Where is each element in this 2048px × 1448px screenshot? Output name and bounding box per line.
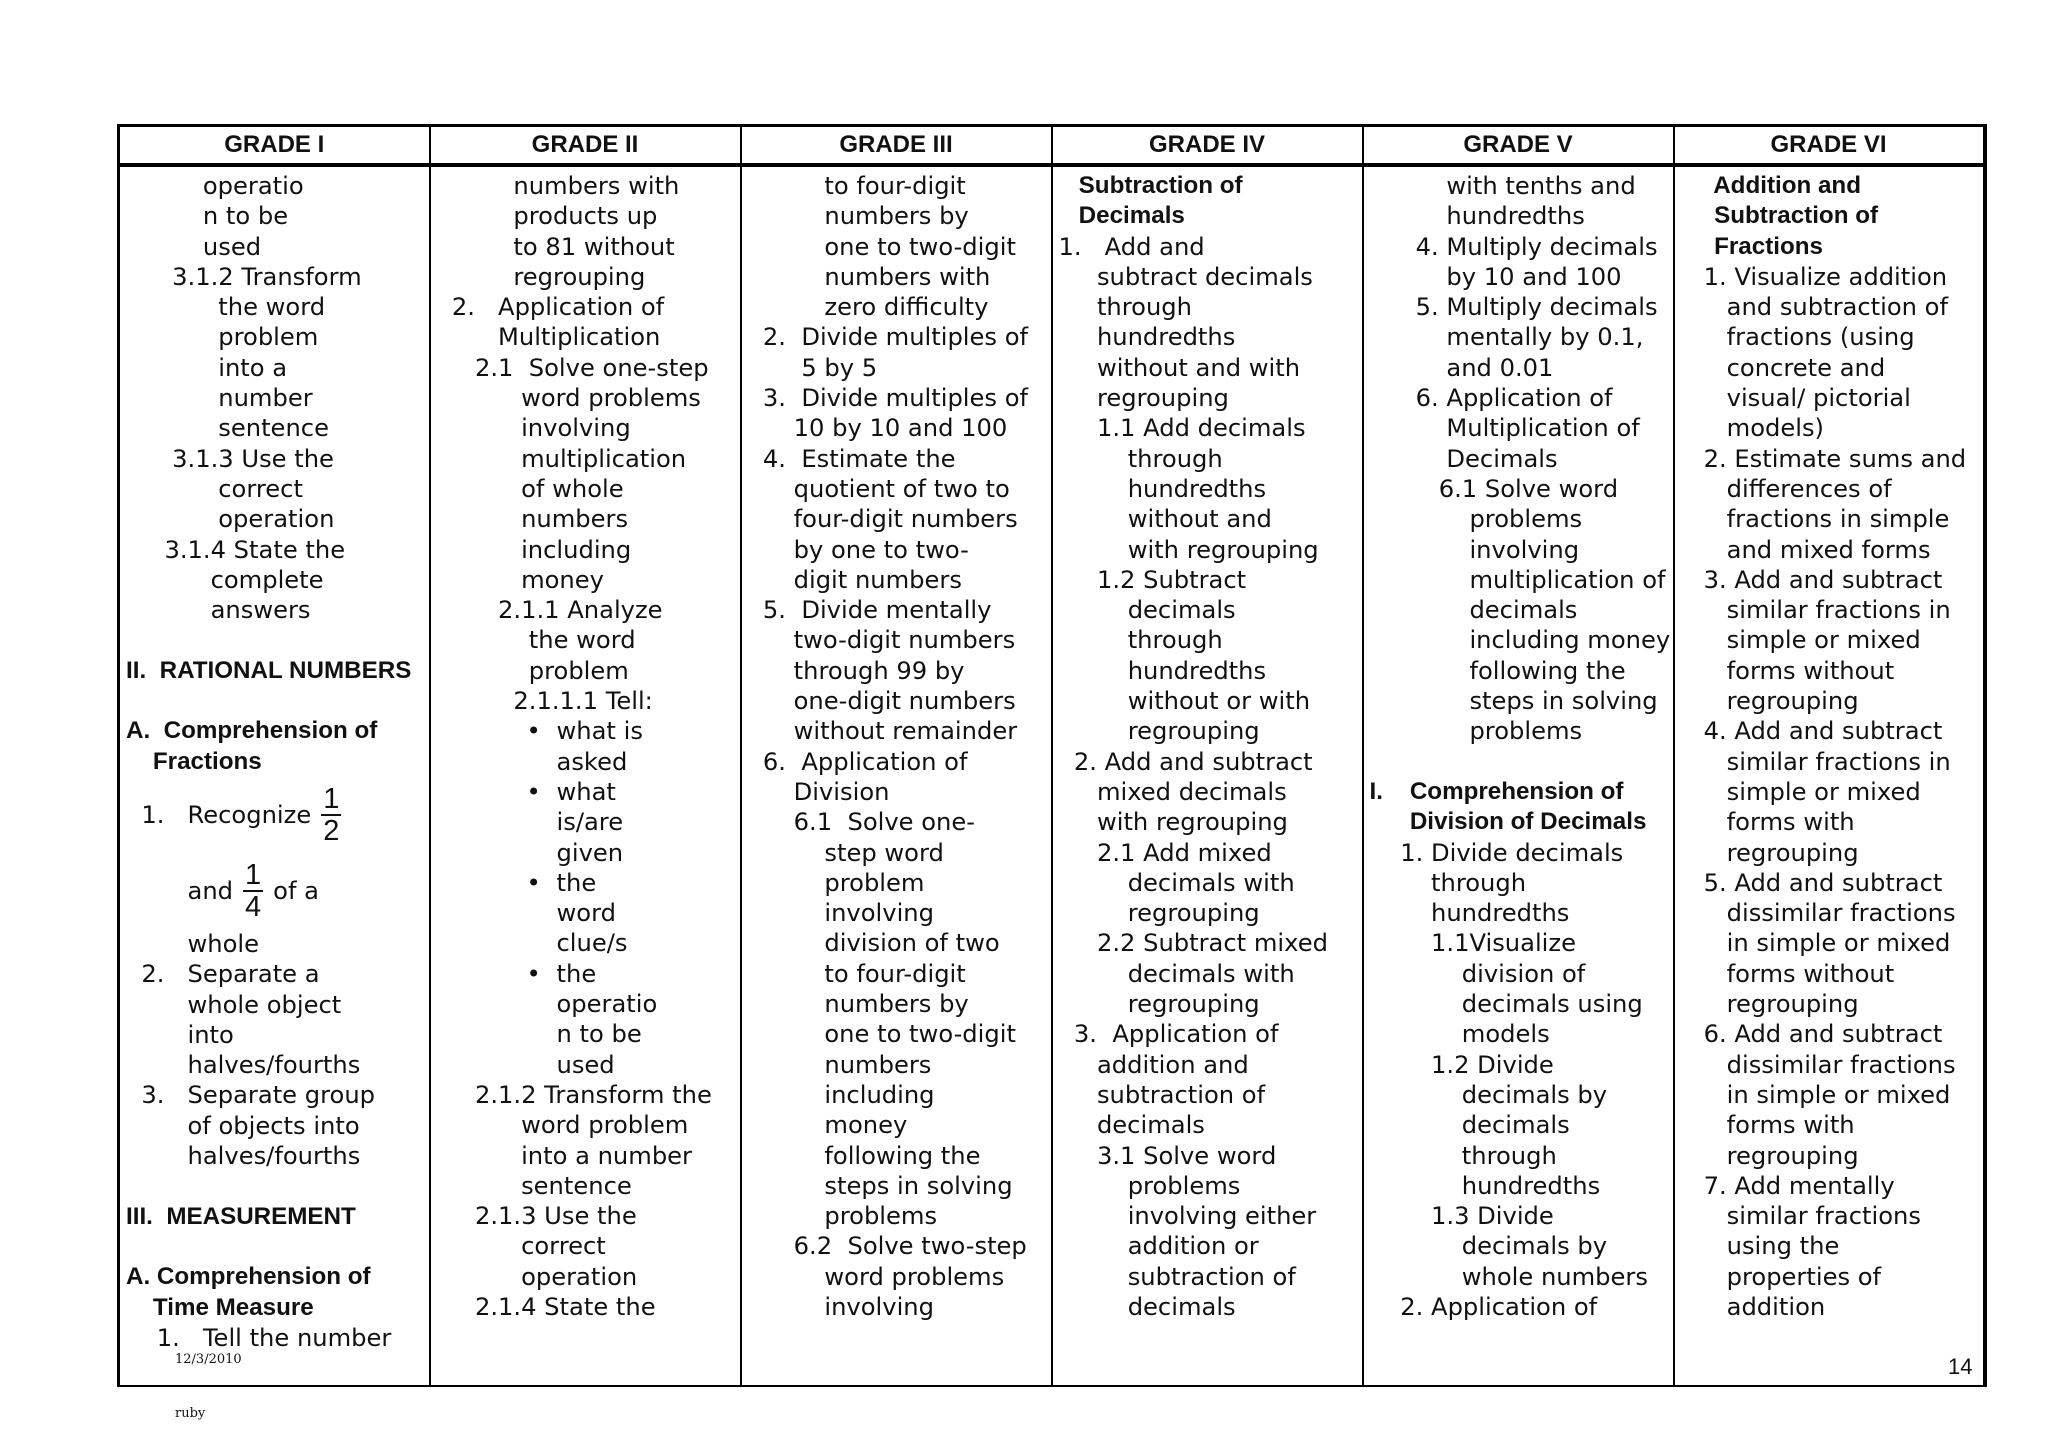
outline-line: numbers: [747, 1050, 932, 1079]
outline-line: money: [747, 1111, 908, 1140]
outline-line: decimals by: [1369, 1080, 1608, 1109]
outline-line: 1.1Visualize: [1369, 929, 1576, 958]
outline-line: correct: [436, 1232, 606, 1261]
outline-line: similar fractions in: [1680, 596, 1951, 625]
outline-line: hundredths: [1058, 474, 1267, 503]
outline-line: 2. Divide multiples of: [747, 323, 1029, 352]
bullet-item: [437, 1019, 734, 1049]
outline-line: the word: [436, 626, 636, 655]
bullet-item: [437, 807, 734, 837]
outline-line: involving: [436, 414, 631, 443]
outline-line: 3. Separate group: [126, 1081, 375, 1110]
outline-line: 1.1 Add decimals: [1058, 414, 1306, 443]
outline-line: 2. Application of: [1369, 1292, 1598, 1321]
bullet-text: the: [556, 959, 597, 988]
outline-line: 3.1 Solve word: [1058, 1141, 1277, 1170]
outline-line: through: [1058, 293, 1192, 322]
bullet-item: [437, 868, 734, 898]
outline-line: 2.1.1.1 Tell:: [436, 687, 653, 716]
outline-line: step word: [747, 838, 944, 867]
bullet-icon: [527, 838, 557, 868]
outline-line: 5. Add and subtract: [1680, 868, 1943, 897]
spacer: [1370, 747, 1667, 777]
outline-line: number: [126, 384, 313, 413]
outline-line: whole: [126, 929, 260, 958]
section-heading: Subtraction of: [1680, 202, 1879, 230]
bullet-text: what is: [556, 717, 643, 746]
bullet-item: [437, 959, 734, 989]
grade-column: [1052, 165, 1363, 1386]
bullet-icon: •: [526, 959, 541, 988]
outline-line: following the: [747, 1141, 981, 1170]
section-heading: II. RATIONAL NUMBERS: [126, 656, 412, 684]
bullet-icon: [527, 747, 557, 777]
bullet-text: operatio: [556, 990, 658, 1019]
outline-line: similar fractions in: [1680, 747, 1951, 776]
outline-line: of whole: [436, 474, 624, 503]
bullet-item: [437, 989, 734, 1019]
outline-line: of objects into: [126, 1111, 360, 1140]
section-heading: Decimals: [1058, 202, 1185, 230]
outline-line: complete: [126, 565, 324, 594]
outline-line: problem: [126, 323, 319, 352]
outline-line: models: [1369, 1020, 1550, 1049]
outline-line: differences of: [1680, 474, 1892, 503]
fraction-denominator: 4: [245, 890, 262, 923]
outline-line: Multiplication: [436, 323, 661, 352]
bullet-icon: •: [526, 717, 541, 746]
outline-line: by 10 and 100: [1369, 262, 1622, 291]
outline-line: with regrouping: [1058, 808, 1288, 837]
fraction-prefix: 1. Recognize: [126, 800, 312, 829]
grade-header: GRADE IV: [1052, 126, 1363, 166]
outline-line: 3.1.3 Use the: [126, 444, 334, 473]
bullet-icon: •: [526, 868, 541, 897]
outline-line: through: [1058, 626, 1223, 655]
outline-line: Decimals: [1369, 444, 1558, 473]
section-heading: Fractions: [1680, 232, 1823, 260]
outline-line: simple or mixed: [1680, 777, 1921, 806]
outline-line: two-digit numbers: [747, 626, 1016, 655]
outline-line: and subtraction of: [1680, 293, 1948, 322]
outline-line: steps in solving: [747, 1171, 1013, 1200]
outline-line: hundredths: [1058, 656, 1267, 685]
bullet-icon: [527, 989, 557, 1019]
outline-line: 1.2 Divide: [1369, 1050, 1554, 1079]
outline-line: hundredths: [1369, 202, 1585, 231]
outline-line: word problems: [747, 1262, 1005, 1291]
outline-line: 1. Add and: [1058, 232, 1205, 261]
fraction-suffix: of a: [273, 876, 319, 905]
outline-line: multiplication: [436, 444, 687, 473]
outline-line: forms with: [1680, 1111, 1855, 1140]
outline-line: regrouping: [1058, 384, 1229, 413]
fraction-line: [126, 853, 423, 929]
outline-line: models): [1680, 414, 1824, 443]
outline-line: and 0.01: [1369, 353, 1554, 382]
outline-line: decimals with: [1058, 868, 1295, 897]
outline-line: 6.1 Solve word: [1369, 474, 1619, 503]
outline-line: 1. Visualize addition: [1680, 262, 1948, 291]
bullet-text: is/are: [556, 808, 624, 837]
outline-line: operation: [126, 505, 335, 534]
outline-line: without and with: [1058, 353, 1301, 382]
outline-line: regrouping: [436, 262, 646, 291]
outline-line: in simple or mixed: [1680, 929, 1951, 958]
outline-line: addition: [1680, 1292, 1826, 1321]
outline-line: to 81 without: [436, 232, 675, 261]
outline-line: 2. Estimate sums and: [1680, 444, 1967, 473]
outline-line: forms without: [1680, 959, 1895, 988]
outline-line: 3. Add and subtract: [1680, 565, 1943, 594]
grade-column: [1674, 165, 1985, 1386]
outline-line: and mixed forms: [1680, 535, 1931, 564]
outline-line: sentence: [436, 1171, 632, 1200]
outline-line: decimals using: [1369, 990, 1643, 1019]
section-heading: III. MEASUREMENT: [126, 1202, 356, 1230]
outline-line: numbers with: [436, 172, 680, 200]
bullet-item: [437, 928, 734, 958]
bullet-text: asked: [556, 747, 628, 776]
outline-line: involving: [747, 1292, 934, 1321]
outline-line: simple or mixed: [1680, 626, 1921, 655]
bullet-text: given: [556, 838, 624, 867]
outline-line: operation: [436, 1262, 638, 1291]
outline-line: including: [436, 535, 632, 564]
outline-line: mixed decimals: [1058, 777, 1287, 806]
outline-line: division of two: [747, 929, 1000, 958]
outline-line: one-digit numbers: [747, 687, 1016, 716]
bullet-icon: [527, 898, 557, 928]
outline-line: involving: [1369, 535, 1580, 564]
outline-line: subtraction of: [1058, 1080, 1266, 1109]
outline-line: regrouping: [1680, 1141, 1859, 1170]
outline-line: fractions in simple: [1680, 505, 1950, 534]
outline-line: 2. Add and subtract: [1058, 747, 1313, 776]
section-heading: Division of Decimals: [1369, 808, 1647, 836]
outline-line: Multiplication of: [1369, 414, 1640, 443]
outline-line: hundredths: [1058, 323, 1236, 352]
outline-line: 4. Multiply decimals: [1369, 232, 1658, 261]
outline-line: sentence: [126, 414, 329, 443]
outline-line: multiplication of: [1369, 565, 1666, 594]
outline-line: 10 by 10 and 100: [747, 414, 1008, 443]
outline-line: halves/fourths: [126, 1051, 361, 1080]
grade-header: GRADE VI: [1674, 126, 1985, 166]
bullet-icon: [527, 928, 557, 958]
outline-line: through: [1369, 868, 1527, 897]
outline-line: word problems: [436, 384, 701, 413]
outline-line: zero difficulty: [747, 293, 989, 322]
outline-line: regrouping: [1058, 717, 1260, 746]
outline-line: 2. Application of: [436, 293, 665, 322]
outline-line: 3. Application of: [1058, 1020, 1279, 1049]
bullet-icon: [527, 1019, 557, 1049]
outline-line: 2.1 Solve one-step: [436, 353, 709, 382]
outline-line: correct: [126, 474, 303, 503]
bullet-text: word: [556, 899, 616, 928]
outline-line: 6. Application of: [1369, 384, 1613, 413]
outline-line: decimals: [1058, 1111, 1205, 1140]
outline-line: forms with: [1680, 808, 1855, 837]
outline-line: using the: [1680, 1232, 1840, 1261]
outline-line: 2. Separate a: [126, 960, 320, 989]
outline-line: hundredths: [1369, 899, 1570, 928]
outline-line: subtract decimals: [1058, 262, 1313, 291]
outline-line: without and: [1058, 505, 1272, 534]
bullet-icon: [527, 807, 557, 837]
outline-line: decimals: [1369, 596, 1578, 625]
grade-header: GRADE I: [119, 126, 430, 166]
outline-line: decimals by: [1369, 1232, 1608, 1261]
section-heading: Time Measure: [126, 1293, 314, 1321]
outline-line: without or with: [1058, 687, 1311, 716]
outline-line: 6.1 Solve one-: [747, 808, 975, 837]
footer-date: 12/3/2010: [175, 1352, 242, 1367]
outline-line: concrete and: [1680, 353, 1886, 382]
outline-line: addition or: [1058, 1232, 1259, 1261]
outline-line: addition and: [1058, 1050, 1249, 1079]
curriculum-table: [117, 124, 1987, 1387]
outline-line: 1. Tell the number: [126, 1323, 392, 1352]
grade-header: GRADE V: [1363, 126, 1674, 166]
outline-line: 2.1 Add mixed: [1058, 838, 1272, 867]
outline-line: one to two-digit: [747, 232, 1016, 261]
outline-line: numbers: [436, 505, 629, 534]
bullet-text: what: [556, 777, 616, 806]
outline-line: to four-digit: [747, 172, 966, 200]
outline-line: 1.2 Subtract: [1058, 565, 1247, 594]
outline-line: through: [1369, 1141, 1557, 1170]
grade-column: [741, 165, 1052, 1386]
spacer: [126, 1171, 423, 1201]
outline-line: 2.1.1 Analyze: [436, 596, 663, 625]
fraction-line: [126, 777, 423, 853]
outline-line: 6.2 Solve two-step: [747, 1232, 1027, 1261]
outline-line: problem: [747, 868, 925, 897]
bullet-item: [437, 716, 734, 746]
outline-line: subtraction of: [1058, 1262, 1296, 1291]
outline-line: 1. Divide decimals: [1369, 838, 1624, 867]
outline-line: answers: [126, 596, 311, 625]
grade-column: [119, 165, 430, 1386]
outline-line: used: [126, 232, 262, 261]
outline-line: digit numbers: [747, 565, 962, 594]
bullet-item: [437, 1050, 734, 1080]
fraction-prefix: and: [126, 876, 234, 905]
outline-line: involving: [747, 899, 934, 928]
outline-line: numbers with: [747, 262, 991, 291]
outline-line: steps in solving: [1369, 687, 1658, 716]
outline-line: 4. Estimate the: [747, 444, 956, 473]
spacer: [126, 1232, 423, 1262]
bullet-text: the: [556, 868, 597, 897]
fraction: [243, 860, 263, 922]
fraction-denominator: 2: [323, 814, 340, 847]
outline-line: 2.1.2 Transform the: [436, 1080, 712, 1109]
bullet-text: n to be: [556, 1020, 642, 1049]
outline-line: problem: [436, 656, 629, 685]
outline-line: regrouping: [1680, 838, 1859, 867]
outline-line: Division: [747, 777, 890, 806]
section-heading: Addition and: [1680, 172, 1861, 199]
outline-line: following the: [1369, 656, 1626, 685]
outline-line: by one to two-: [747, 535, 969, 564]
outline-line: 1.3 Divide: [1369, 1202, 1554, 1231]
outline-line: halves/fourths: [126, 1142, 361, 1171]
outline-line: 2.1.3 Use the: [436, 1202, 637, 1231]
outline-line: decimals with: [1058, 959, 1295, 988]
outline-line: with regrouping: [1058, 535, 1319, 564]
outline-line: into: [126, 1020, 234, 1049]
outline-line: problems: [1058, 1171, 1241, 1200]
outline-line: involving either: [1058, 1202, 1317, 1231]
outline-line: 5. Divide mentally: [747, 596, 992, 625]
outline-line: properties of: [1680, 1262, 1882, 1291]
outline-line: one to two-digit: [747, 1020, 1016, 1049]
outline-line: dissimilar fractions: [1680, 899, 1956, 928]
outline-line: word problem: [436, 1111, 689, 1140]
section-heading: Fractions: [126, 747, 262, 775]
outline-line: problems: [1369, 717, 1583, 746]
fraction: [321, 784, 341, 846]
bullet-item: [437, 747, 734, 777]
bullet-icon: [527, 1050, 557, 1080]
outline-line: decimals: [1058, 596, 1236, 625]
grade-header: GRADE II: [430, 126, 741, 166]
outline-line: regrouping: [1058, 899, 1260, 928]
grade-column: [1363, 165, 1674, 1386]
outline-line: problems: [747, 1202, 938, 1231]
grade-header-row: [119, 126, 1985, 166]
outline-line: regrouping: [1680, 990, 1859, 1019]
outline-line: n to be: [126, 202, 289, 231]
outline-line: division of: [1369, 959, 1586, 988]
content-row: [119, 165, 1985, 1386]
outline-line: regrouping: [1680, 687, 1859, 716]
bullet-icon: •: [526, 777, 541, 806]
outline-line: numbers by: [747, 202, 969, 231]
outline-line: visual/ pictorial: [1680, 384, 1911, 413]
outline-line: problems: [1369, 505, 1583, 534]
outline-line: including: [747, 1080, 935, 1109]
bullet-text: clue/s: [556, 929, 628, 958]
outline-line: the word: [126, 293, 326, 322]
outline-line: including money: [1369, 626, 1671, 655]
outline-line: 7. Add mentally: [1680, 1171, 1895, 1200]
outline-line: dissimilar fractions: [1680, 1050, 1956, 1079]
page-number: 14: [1948, 1354, 1973, 1379]
outline-line: mentally by 0.1,: [1369, 323, 1644, 352]
outline-line: through 99 by: [747, 656, 965, 685]
outline-line: whole object: [126, 990, 342, 1019]
outline-line: through: [1058, 444, 1223, 473]
outline-line: four-digit numbers: [747, 505, 1018, 534]
outline-line: whole numbers: [1369, 1262, 1648, 1291]
outline-line: products up: [436, 202, 658, 231]
outline-line: forms without: [1680, 656, 1895, 685]
outline-line: decimals: [1058, 1292, 1236, 1321]
section-heading: Subtraction of: [1058, 172, 1243, 199]
spacer: [126, 625, 423, 655]
outline-line: money: [436, 565, 604, 594]
outline-line: 2.1.4 State the: [436, 1292, 656, 1321]
outline-line: into a: [126, 353, 288, 382]
outline-line: 3. Divide multiples of: [747, 384, 1029, 413]
section-heading: I. Comprehension of: [1369, 777, 1624, 805]
section-heading: A. Comprehension of: [126, 717, 378, 745]
outline-line: 3.1.4 State the: [126, 535, 346, 564]
outline-line: regrouping: [1058, 990, 1260, 1019]
outline-line: 5 by 5: [747, 353, 878, 382]
outline-line: quotient of two to: [747, 474, 1010, 503]
bullet-item: [437, 777, 734, 807]
outline-line: operatio: [126, 172, 304, 200]
outline-line: similar fractions: [1680, 1202, 1921, 1231]
outline-line: into a number: [436, 1141, 693, 1170]
outline-line: fractions (using: [1680, 323, 1915, 352]
fraction-numerator: 1: [323, 782, 340, 815]
spacer: [126, 686, 423, 716]
outline-line: decimals: [1369, 1111, 1570, 1140]
grade-column: [430, 165, 741, 1386]
outline-line: 6. Application of: [747, 747, 968, 776]
outline-line: 6. Add and subtract: [1680, 1020, 1943, 1049]
bullet-item: [437, 838, 734, 868]
outline-line: 3.1.2 Transform: [126, 262, 362, 291]
outline-line: in simple or mixed: [1680, 1080, 1951, 1109]
grade-header: GRADE III: [741, 126, 1052, 166]
bullet-text: used: [556, 1050, 615, 1079]
footer-author: ruby: [175, 1406, 206, 1421]
outline-line: numbers by: [747, 990, 969, 1019]
outline-line: without remainder: [747, 717, 1018, 746]
outline-line: with tenths and: [1369, 172, 1636, 200]
outline-line: to four-digit: [747, 959, 966, 988]
section-heading: A. Comprehension of: [126, 1263, 371, 1291]
bullet-item: [437, 898, 734, 928]
outline-line: 2.2 Subtract mixed: [1058, 929, 1328, 958]
fraction-numerator: 1: [245, 858, 262, 891]
outline-line: hundredths: [1369, 1171, 1601, 1200]
outline-line: 4. Add and subtract: [1680, 717, 1943, 746]
outline-line: 5. Multiply decimals: [1369, 293, 1658, 322]
